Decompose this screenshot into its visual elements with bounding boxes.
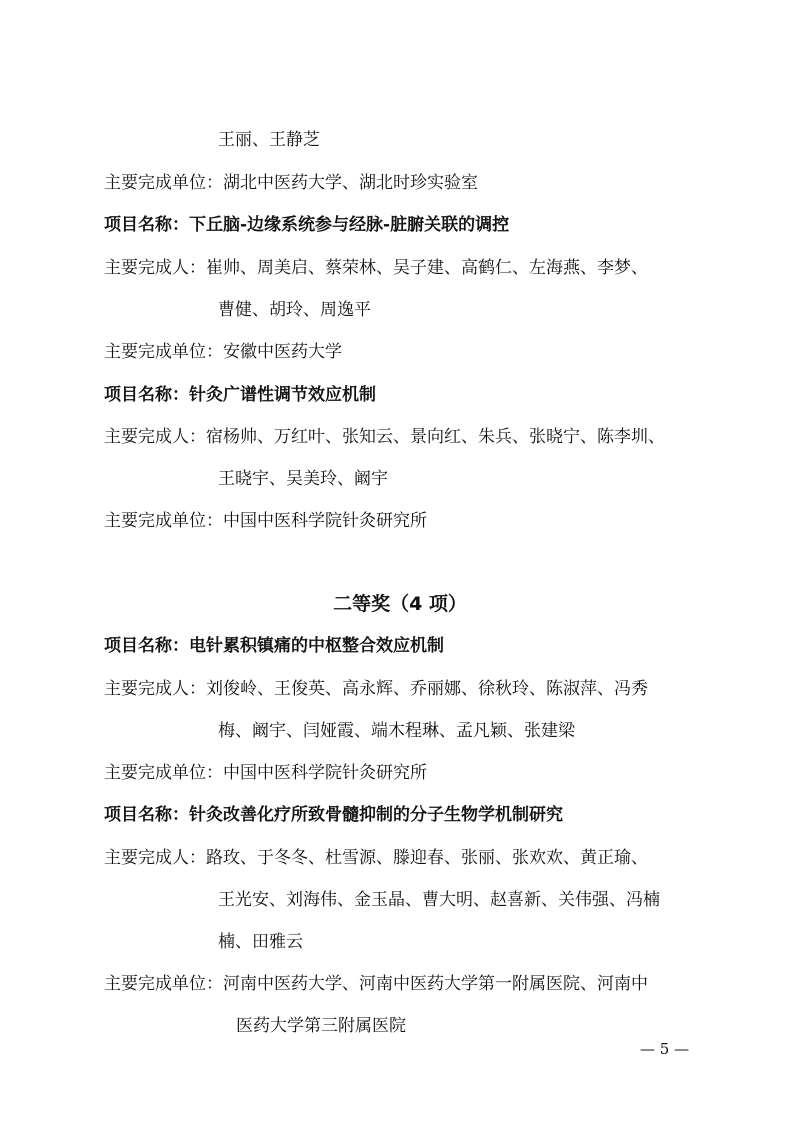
section-heading: 二等奖（4 项）: [333, 593, 467, 615]
unit-line-4: 主要完成单位：中国中医科学院针灸研究所: [104, 763, 427, 783]
project-title-1: 项目名称：下丘脑-边缘系统参与经脉-脏腑关联的调控: [104, 215, 510, 235]
project-title-4: 项目名称：针灸改善化疗所致骨髓抑制的分子生物学机制研究: [104, 805, 563, 825]
persons-line-2: 主要完成人：宿杨帅、万红叶、张知云、景向红、朱兵、张晓宁、陈李圳、: [104, 427, 665, 447]
persons-line-1-cont: 曹健、胡玲、周逸平: [218, 300, 371, 320]
persons-line-2-cont: 王晓宇、吴美玲、阚宇: [218, 469, 388, 489]
unit-line-2: 主要完成单位：安徽中医药大学: [104, 342, 342, 362]
persons-line-4-cont2: 楠、田雅云: [218, 932, 303, 952]
page-number: — 5 —: [640, 1040, 690, 1058]
persons-line-3: 主要完成人：刘俊岭、王俊英、高永辉、乔丽娜、徐秋玲、陈淑萍、冯秀: [104, 679, 648, 699]
persons-line-4-cont: 王光安、刘海伟、金玉晶、曹大明、赵喜新、关伟强、冯楠: [218, 890, 660, 910]
persons-line-4: 主要完成人：路玫、于冬冬、杜雪源、滕迎春、张丽、张欢欢、黄正瑜、: [104, 848, 648, 868]
persons-line-1: 主要完成人：崔帅、周美启、蔡荣林、吴子建、高鹤仁、左海燕、李梦、: [104, 258, 648, 278]
unit-line-5: 主要完成单位：河南中医药大学、河南中医药大学第一附属医院、河南中: [104, 974, 648, 994]
unit-line-3: 主要完成单位：中国中医科学院针灸研究所: [104, 511, 427, 531]
unit-line-1: 主要完成单位：湖北中医药大学、湖北时珍实验室: [104, 173, 478, 193]
project-title-3: 项目名称：电针累积镇痛的中枢整合效应机制: [104, 636, 444, 656]
unit-line-5-cont: 医药大学第三附属医院: [236, 1016, 406, 1036]
persons-line-3-cont: 梅、阚宇、闫娅霞、端木程琳、孟凡颖、张建梁: [218, 721, 575, 741]
project-title-2: 项目名称：针灸广谱性调节效应机制: [104, 385, 376, 405]
names-continued-1: 王丽、王静芝: [218, 130, 320, 150]
